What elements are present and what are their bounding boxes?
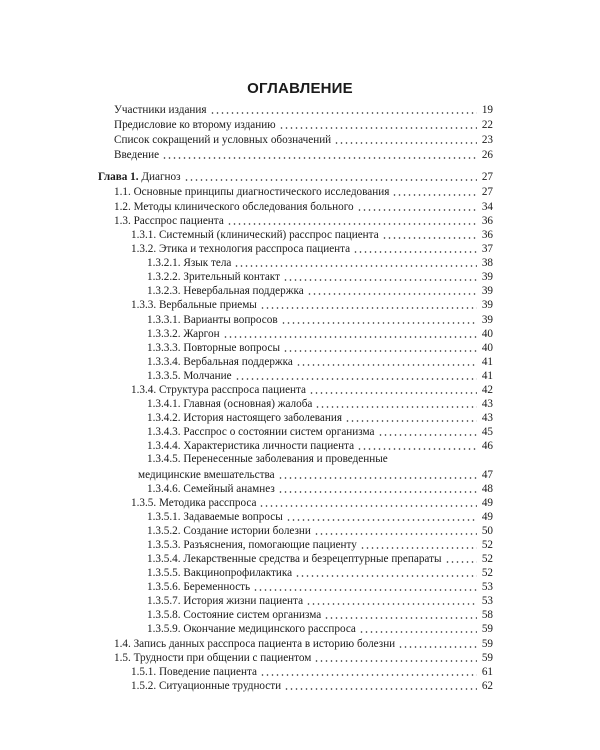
entry-title: 1.3.5. Методика расспроса bbox=[131, 497, 257, 509]
dot-leader bbox=[286, 518, 477, 522]
dot-leader bbox=[324, 616, 477, 620]
toc-entry[interactable] bbox=[147, 566, 493, 580]
toc-entry[interactable] bbox=[147, 524, 493, 538]
page-number: 59 bbox=[481, 623, 493, 635]
dot-leader bbox=[445, 560, 478, 564]
toc-entry[interactable] bbox=[147, 256, 493, 270]
dot-leader bbox=[353, 250, 477, 254]
page-number: 49 bbox=[481, 511, 493, 523]
dot-leader bbox=[357, 447, 477, 451]
toc-entry-first-line[interactable]: 1.3.4.5. Перенесенные заболевания и проведенные bbox=[147, 453, 388, 465]
page-number: 40 bbox=[481, 328, 493, 340]
page-number: 27 bbox=[481, 171, 493, 183]
entry-title: 1.3.5.4. Лекарственные средства и безрецептурные препараты bbox=[147, 553, 442, 565]
dot-leader bbox=[260, 306, 477, 310]
page-number: 41 bbox=[481, 356, 493, 368]
entry-title: 1.3.5.5. Вакцинопрофилактика bbox=[147, 567, 293, 579]
dot-leader bbox=[235, 377, 477, 381]
entry-title: 1.3.3.4. Вербальная поддержка bbox=[147, 356, 293, 368]
entry-title: Глава 1. Диагноз bbox=[98, 171, 181, 183]
page-number: 42 bbox=[481, 384, 493, 396]
toc-entry[interactable] bbox=[114, 637, 493, 651]
toc-entry[interactable] bbox=[131, 242, 493, 256]
toc-entry[interactable] bbox=[131, 665, 493, 679]
page-number: 22 bbox=[481, 119, 493, 131]
page-number: 40 bbox=[481, 342, 493, 354]
dot-leader bbox=[162, 156, 477, 160]
toc-entry[interactable] bbox=[147, 482, 493, 496]
dot-leader bbox=[227, 222, 477, 226]
page-number: 39 bbox=[481, 271, 493, 283]
page-number: 39 bbox=[481, 314, 493, 326]
page-number: 52 bbox=[481, 539, 493, 551]
toc-entry[interactable] bbox=[131, 679, 493, 693]
page-number: 26 bbox=[481, 149, 493, 161]
chapter-label: Глава 1. bbox=[98, 171, 139, 183]
dot-leader bbox=[184, 178, 477, 182]
page-number: 36 bbox=[481, 215, 493, 227]
toc-entry[interactable] bbox=[114, 133, 493, 147]
page-number: 61 bbox=[481, 666, 493, 678]
entry-title: 1.3.4.3. Расспрос о состоянии систем организма bbox=[147, 426, 375, 438]
toc-entry[interactable] bbox=[147, 397, 493, 411]
dot-leader bbox=[398, 645, 477, 649]
page-number: 41 bbox=[481, 370, 493, 382]
dot-leader bbox=[382, 236, 477, 240]
dot-leader bbox=[360, 546, 477, 550]
toc-entry[interactable] bbox=[131, 383, 493, 397]
page-number: 37 bbox=[481, 243, 493, 255]
entry-title: медицинские вмешательства bbox=[138, 469, 275, 481]
toc-entry[interactable] bbox=[131, 496, 493, 510]
dot-leader bbox=[279, 126, 477, 130]
page-number: 43 bbox=[481, 398, 493, 410]
entry-title: 1.5.2. Ситуационные трудности bbox=[131, 680, 282, 692]
entry-title: 1.3.4.1. Главная (основная) жалоба bbox=[147, 398, 313, 410]
dot-leader bbox=[357, 208, 477, 212]
toc-entry[interactable] bbox=[147, 313, 493, 327]
page-number: 62 bbox=[481, 680, 493, 692]
toc-entry[interactable] bbox=[147, 284, 493, 298]
toc-entry[interactable] bbox=[114, 148, 493, 162]
toc-entry[interactable] bbox=[131, 228, 493, 242]
page-number: 52 bbox=[481, 567, 493, 579]
dot-leader bbox=[314, 532, 477, 536]
entry-title: 1.3.5.9. Окончание медицинского расспроса bbox=[147, 623, 356, 635]
page-number: 19 bbox=[481, 104, 493, 116]
toc-entry[interactable] bbox=[114, 651, 493, 665]
toc-entry[interactable] bbox=[147, 439, 493, 453]
entry-title: 1.3.3.2. Жаргон bbox=[147, 328, 220, 340]
page-number: 47 bbox=[481, 469, 493, 481]
toc-entry[interactable] bbox=[147, 622, 493, 636]
entry-title: 1.3.5.3. Разъяснения, помогающие пациенту bbox=[147, 539, 357, 551]
entry-title: 1.3.5.2. Создание истории болезни bbox=[147, 525, 311, 537]
dot-leader bbox=[234, 264, 477, 268]
toc-entry[interactable] bbox=[147, 355, 493, 369]
entry-title: 1.5.1. Поведение пациента bbox=[131, 666, 257, 678]
dot-leader bbox=[210, 111, 477, 115]
dot-leader bbox=[378, 433, 477, 437]
entry-title: 1.3.5.6. Беременность bbox=[147, 581, 251, 593]
entry-title: 1.3.4. Структура расспроса пациента bbox=[131, 384, 307, 396]
toc-entry[interactable] bbox=[131, 298, 493, 312]
dot-leader bbox=[296, 363, 477, 367]
page-number: 23 bbox=[481, 134, 493, 146]
dot-leader bbox=[283, 278, 477, 282]
entry-title: 1.3.2. Этика и технология расспроса пациента bbox=[131, 243, 351, 255]
toc-entry[interactable] bbox=[147, 594, 493, 608]
entry-title: 1.5. Трудности при общении с пациентом bbox=[114, 652, 312, 664]
toc-entry[interactable] bbox=[147, 369, 493, 383]
toc-entry[interactable] bbox=[147, 327, 493, 341]
dot-leader bbox=[284, 687, 477, 691]
page-number: 34 bbox=[481, 201, 493, 213]
toc-entry[interactable] bbox=[147, 608, 493, 622]
toc-entry[interactable] bbox=[147, 341, 493, 355]
dot-leader bbox=[278, 476, 477, 480]
entry-title: 1.3.3.5. Молчание bbox=[147, 370, 232, 382]
page-number: 50 bbox=[481, 525, 493, 537]
dot-leader bbox=[359, 630, 477, 634]
page-title: ОГЛАВЛЕНИЕ bbox=[247, 80, 353, 97]
dot-leader bbox=[314, 659, 477, 663]
page-number: 53 bbox=[481, 595, 493, 607]
dot-leader bbox=[253, 588, 477, 592]
page-number: 59 bbox=[481, 652, 493, 664]
dot-leader bbox=[315, 405, 477, 409]
toc-entry[interactable] bbox=[147, 510, 493, 524]
toc-entry[interactable] bbox=[147, 270, 493, 284]
entry-title: Участники издания bbox=[114, 104, 207, 116]
toc-entry[interactable] bbox=[114, 200, 493, 214]
dot-leader bbox=[281, 321, 477, 325]
page-number: 58 bbox=[481, 609, 493, 621]
entry-title: 1.3.5.8. Состояние систем организма bbox=[147, 609, 322, 621]
toc-chapter-entry[interactable] bbox=[98, 170, 493, 184]
entry-title: 1.1. Основные принципы диагностического исследования bbox=[114, 186, 390, 198]
dot-leader bbox=[345, 419, 477, 423]
dot-leader bbox=[259, 504, 477, 508]
page-number: 45 bbox=[481, 426, 493, 438]
toc-entry[interactable] bbox=[114, 185, 493, 199]
entry-title: 1.3.2.3. Невербальная поддержка bbox=[147, 285, 304, 297]
dot-leader bbox=[306, 602, 477, 606]
entry-title: Введение bbox=[114, 149, 160, 161]
dot-leader bbox=[295, 574, 477, 578]
toc-entry[interactable] bbox=[114, 214, 493, 228]
entry-title: 1.3.3. Вербальные приемы bbox=[131, 299, 257, 311]
dot-leader bbox=[283, 349, 477, 353]
dot-leader bbox=[334, 141, 477, 145]
entry-title: Предисловие ко второму изданию bbox=[114, 119, 276, 131]
entry-title: 1.3.3.1. Варианты вопросов bbox=[147, 314, 278, 326]
entry-title: 1.2. Методы клинического обследования больного bbox=[114, 201, 354, 213]
toc-entry[interactable] bbox=[147, 425, 493, 439]
page-number: 43 bbox=[481, 412, 493, 424]
dot-leader bbox=[309, 391, 477, 395]
entry-title: 1.3. Расспрос пациента bbox=[114, 215, 224, 227]
page-number: 46 bbox=[481, 440, 493, 452]
dot-leader bbox=[278, 490, 477, 494]
page-number: 38 bbox=[481, 257, 493, 269]
entry-title: 1.3.2.1. Язык тела bbox=[147, 257, 232, 269]
toc-entry[interactable] bbox=[147, 580, 493, 594]
page-number: 36 bbox=[481, 229, 493, 241]
toc-entry[interactable] bbox=[147, 538, 493, 552]
page-number: 27 bbox=[481, 186, 493, 198]
entry-title: 1.3.5.1. Задаваемые вопросы bbox=[147, 511, 283, 523]
entry-title: 1.3.4.4. Характеристика личности пациента bbox=[147, 440, 355, 452]
toc-entry[interactable] bbox=[147, 411, 493, 425]
page-number: 39 bbox=[481, 299, 493, 311]
toc-entry[interactable] bbox=[114, 118, 493, 132]
entry-title: 1.3.4.6. Семейный анамнез bbox=[147, 483, 275, 495]
entry-title: 1.3.5.7. История жизни пациента bbox=[147, 595, 304, 607]
page-number: 53 bbox=[481, 581, 493, 593]
dot-leader bbox=[307, 292, 477, 296]
dot-leader bbox=[223, 335, 477, 339]
page-number: 49 bbox=[481, 497, 493, 509]
entry-title: 1.3.3.3. Повторные вопросы bbox=[147, 342, 280, 354]
dot-leader bbox=[260, 673, 477, 677]
page-number: 59 bbox=[481, 638, 493, 650]
page-number: 52 bbox=[481, 553, 493, 565]
toc-entry[interactable] bbox=[147, 552, 493, 566]
page-number: 48 bbox=[481, 483, 493, 495]
entry-title: Список сокращений и условных обозначений bbox=[114, 134, 332, 146]
entry-title: 1.4. Запись данных расспроса пациента в историю болезни bbox=[114, 638, 396, 650]
entry-title: 1.3.1. Системный (клинический) расспрос пациента bbox=[131, 229, 379, 241]
dot-leader bbox=[392, 193, 477, 197]
toc-entry[interactable] bbox=[114, 103, 493, 117]
entry-title: 1.3.2.2. Зрительный контакт bbox=[147, 271, 280, 283]
page-number: 39 bbox=[481, 285, 493, 297]
entry-title: 1.3.4.2. История настоящего заболевания bbox=[147, 412, 343, 424]
toc-entry[interactable] bbox=[138, 468, 493, 482]
